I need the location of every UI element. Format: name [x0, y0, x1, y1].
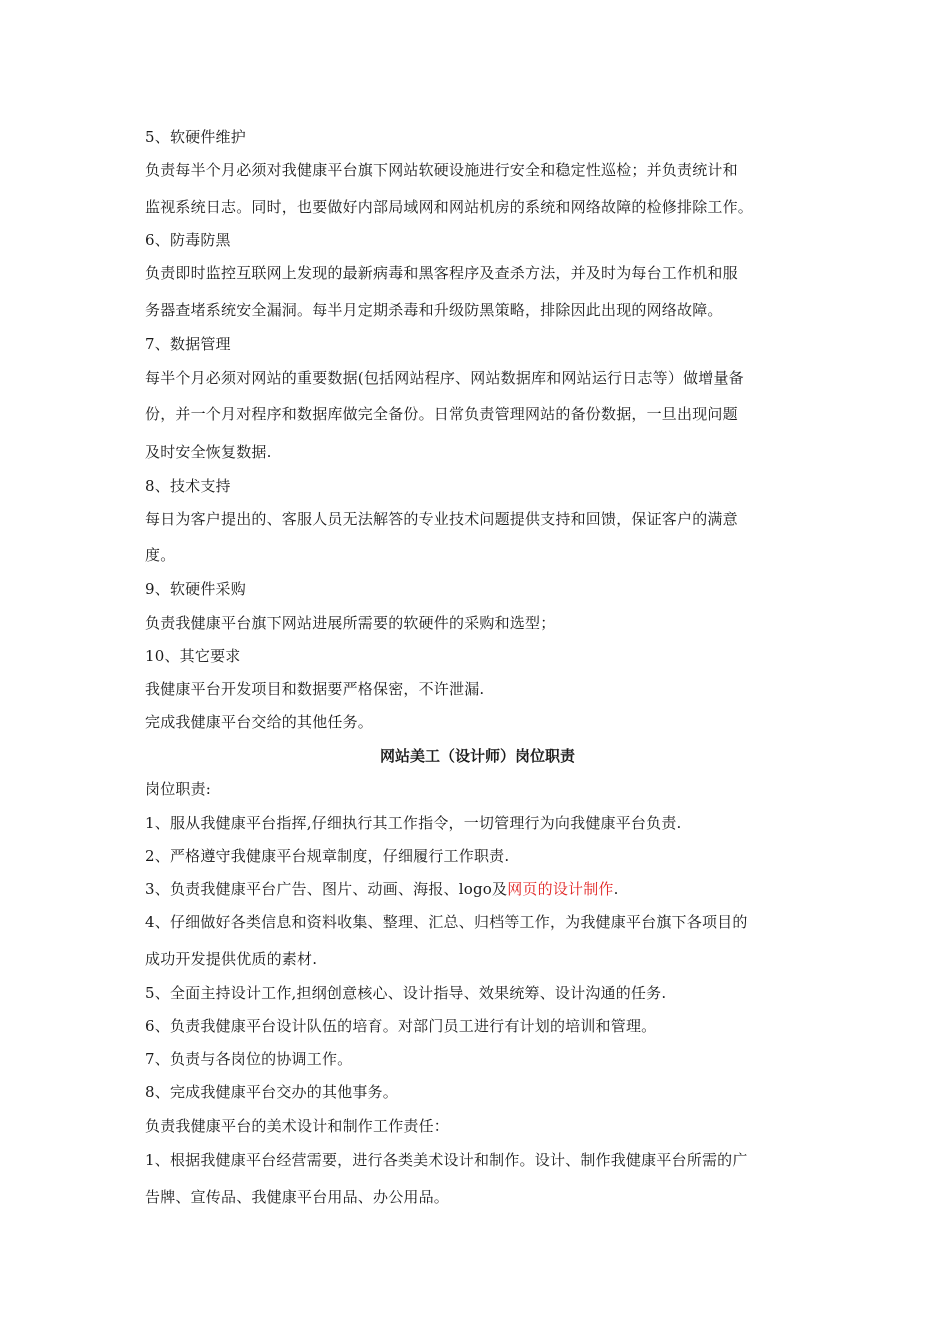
duty-item: 8、完成我健康平台交办的其他事务。 — [145, 1083, 398, 1101]
duty-item-suffix: . — [613, 880, 619, 898]
paragraph-line: 及时安全恢复数据. — [145, 443, 272, 461]
responsibility-item: 1、根据我健康平台经营需要，进行各类美术设计和制作。设计、制作我健康平台所需的广 — [145, 1151, 748, 1169]
paragraph-line: 负责我健康平台旗下网站进展所需要的软硬件的采购和选型； — [145, 614, 556, 632]
heading-other-requirements: 10、其它要求 — [145, 647, 241, 665]
section-title: 网站美工（设计师）岗位职责 — [379, 747, 575, 765]
heading-software-hardware-maintenance: 5、软硬件维护 — [145, 128, 246, 146]
duty-item — [145, 879, 810, 899]
duty-item-text: 3、负责我健康平台广告、图片、动画、海报、logo及 — [145, 880, 508, 898]
duty-item: 2、严格遵守我健康平台规章制度，仔细履行工作职责. — [145, 847, 510, 865]
paragraph-line: 监视系统日志。同时，也要做好内部局域网和网站机房的系统和网络故障的检修排除工作。 — [145, 198, 754, 216]
paragraph-line: 份，并一个月对程序和数据库做完全备份。日常负责管理网站的备份数据，一旦出现问题 — [145, 405, 738, 423]
duty-item: 7、负责与各岗位的协调工作。 — [145, 1050, 353, 1068]
duty-item: 6、负责我健康平台设计队伍的培育。对部门员工进行有计划的培训和管理。 — [145, 1017, 657, 1035]
paragraph-line: 每半个月必须对网站的重要数据(包括网站程序、网站数据库和网站运行日志等）做增量备 — [145, 369, 744, 387]
paragraph-line: 成功开发提供优质的素材. — [145, 950, 318, 968]
paragraph-line: 度。 — [145, 546, 176, 564]
paragraph-line: 务器查堵系统安全漏洞。每半月定期杀毒和升级防黑策略，排除因此出现的网络故障。 — [145, 301, 723, 319]
web-design-link[interactable]: 网页的设计制作 — [507, 880, 614, 898]
paragraph-line: 告牌、宣传品、我健康平台用品、办公用品。 — [145, 1188, 450, 1206]
duty-item: 1、服从我健康平台指挥,仔细执行其工作指令，一切管理行为向我健康平台负责. — [145, 814, 682, 832]
paragraph-line: 完成我健康平台交给的其他任务。 — [145, 713, 374, 731]
heading-procurement: 9、软硬件采购 — [145, 580, 246, 598]
heading-antivirus: 6、防毒防黑 — [145, 231, 231, 249]
paragraph-line: 每日为客户提出的、客服人员无法解答的专业技术问题提供支持和回馈，保证客户的满意 — [145, 510, 738, 528]
duties-label: 岗位职责: — [145, 780, 212, 798]
heading-tech-support: 8、技术支持 — [145, 477, 231, 495]
paragraph-line: 负责即时监控互联网上发现的最新病毒和黑客程序及查杀方法，并及时为每台工作机和服 — [145, 264, 738, 282]
duty-item: 4、仔细做好各类信息和资料收集、整理、汇总、归档等工作，为我健康平台旗下各项目的 — [145, 913, 748, 931]
paragraph-line: 我健康平台开发项目和数据要严格保密，不许泄漏. — [145, 680, 485, 698]
paragraph-line: 负责每半个月必须对我健康平台旗下网站软硬设施进行安全和稳定性巡检；并负责统计和 — [145, 161, 738, 179]
duty-item: 5、全面主持设计工作,担纲创意核心、设计指导、效果统筹、设计沟通的任务. — [145, 984, 667, 1002]
responsibilities-label: 负责我健康平台的美术设计和制作工作责任： — [145, 1117, 450, 1135]
heading-data-management: 7、数据管理 — [145, 335, 231, 353]
